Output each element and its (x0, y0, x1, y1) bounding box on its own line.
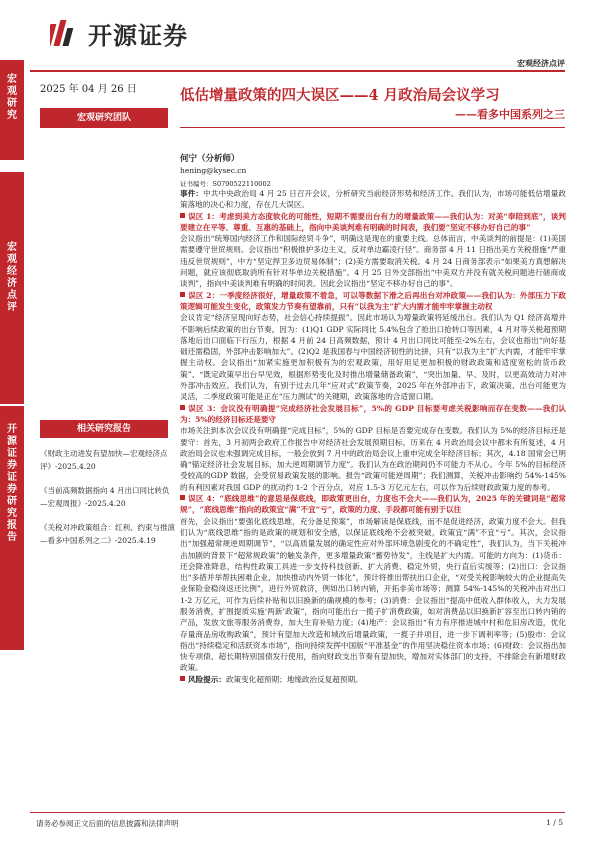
risk-warning (180, 674, 566, 685)
risk-text: 政策变化超预期；地缘政治反复超预期。 (225, 674, 363, 684)
misconception-2-text: 会议肯定“经济呈现向好态势，社会信心持续提振”。因此市场认为增量政策将延缓出台。我们认为 Q1 经济高增并不影响后续政策的出台节奏。因为：(1)Q1 GDP 实际同比 5.4%包含了抢出口抢转口等因素，4 月对等关税超预期落地后出口面临下行压力，根据 4 月前 24 日高频数据，预计 4 月出口同比可能至-2%左右，会议也指出“向好基础还需稳固，外部冲击影响加大”。(2)Q2 是我国春与中国经济韧性的比拼，只有“以我为主”扩大内需，才能牢牢掌握主动权。会议指出“加紧实施更加积极有为的宏观政策，用好用足更加积极的财政政策和适度宽松的货币政策”、“既定政策早出台早见效，根据形势变化及时推出增量储备政策”，“突出加量、早、及时，以更高效动力对冲外部冲击效应。我们认为，有别于过去几年“应对式”政策节奏，2025 年在外部冲击下，政策决策、出台可能更为灵活，二季度政策可能是正在“压力测试”的关键期，政策落地的合适窗口期。 (180, 313, 566, 402)
related-report-date: -2025.4.20 (85, 498, 126, 508)
author-name: 何宁（分析师） (180, 154, 240, 164)
related-report-title[interactable]: 《财政主动进发有望加快—宏观经济点评》 (40, 449, 168, 471)
event-paragraph (180, 188, 566, 211)
author-email[interactable]: hening@kysec.cn (180, 166, 247, 175)
misconception-2 (180, 290, 566, 313)
related-report-item[interactable] (40, 448, 175, 473)
footer-disclaimer: 请务必参阅正文后面的信息披露和法律声明 (36, 819, 179, 828)
related-report-date: -2025.4.20 (55, 461, 96, 471)
event-label: 事件： (180, 189, 204, 198)
related-report-title[interactable]: 《关税对冲政策组合：红利、约束与推演—看多中国系列之二》 (40, 523, 175, 545)
sidebar-tag-band (0, 406, 24, 650)
misconception-1 (180, 211, 566, 234)
related-report-item[interactable] (40, 485, 175, 510)
logo-text: 开源证券 (88, 21, 188, 50)
footer-divider (30, 812, 565, 813)
risk-label: 风险提示： (188, 674, 226, 684)
page-number: 1 / 5 (546, 818, 563, 827)
report-title: 低估增量政策的四大误区——4 月政治局会议学习 (180, 87, 500, 104)
title-divider (180, 127, 565, 128)
report-subtitle: ——看多中国系列之三 (455, 108, 565, 121)
bullet-icon (180, 292, 185, 297)
misconception-4-heading: 误区 4：“底线思维”的意思是保底线，即政策更出台，力度也不会大——我们认为，2025 年的关键词是“超常规”，“底线思维”指向的政策宜“满”不宜“亏”，政策的力度、手段都可能有别于以往 (180, 494, 566, 515)
misconception-3-heading: 误区 3：会议没有明确提“完成经济社会发展目标”，5%的 GDP 目标要考虑关税影响而存在变数——我们认为：5%的经济目标还是要守 (180, 403, 566, 424)
sidebar-tag-macro: 宏观研究 (7, 74, 17, 121)
bullet-icon (180, 213, 185, 218)
sidebar-tag-band (0, 60, 24, 160)
misconception-1-text: 会议指出“统筹国内经济工作和国际经贸斗争”，明确这是现在的重要主线。总体而言，中美谈判的前提是：(1)美国需要遵守世贸规则。会议指出“积极推护多边主义，反对单边霸凌行径”。商务部 4 月 11 日指出美方关税措施“严重违反世贸规则”，中方“坚定捍卫多边贸易体制”；(2)美方需要取消关税。4 月 24 日商务部表示“如果美方真想解决问题，就应该彻底取消所有针对华单边关税措施”。4 月 25 日外交部指出“中美双方并没有就关税问题进行磋商或谈判”，指向中美谈判难有明确的时间表。因此会议指出“坚定不移办好自己的事”。 (180, 234, 566, 289)
misconception-3-text: 市场关注到本次会议没有明确提“完成目标”，5%的 GDP 目标是否要完成存在变数。我们认为 5%的经济目标还是要守：首先，3 月初两会政府工作报告中对经济社会发展预期目标，历来在 4 月政治局会议中都未有所复述，4 月政治局会议也未强调完成目标，一般会放到 7 月中的政治局会议上重申完成全年经济目标；其次，4.18 国常会已明确“锚定经济社会发展目标，加大逆周期调节力度”。我们认为在政治期间仍不可能力不从心。今年 5%的目标经济受较高的GDP 数据，会受贸易政策发展的影响。报告“政策可能逆周期”；我们测算，关税冲击影响约 54%-145%的有利因素对我国 GDP 的扰动约 1-2 个百分点，对应 1.5-3 万亿元左右，可以作为后续财政政策力度的参考。 (180, 426, 566, 492)
misconception-4 (180, 493, 566, 516)
related-reports-list (40, 448, 175, 559)
related-report-date: -2025.4.19 (115, 535, 156, 545)
logo-mark-icon (50, 18, 80, 48)
sidebar-tag-band (0, 172, 24, 404)
event-text: 中共中央政治局 4 月 25 日召开会议，分析研究当前经济形势和经济工作。我们认为，市场可能低估增量政策落地的决心和力度，存在几大误区。 (180, 189, 566, 210)
bullet-icon (180, 495, 185, 500)
header-divider (30, 70, 565, 72)
related-reports-heading: 相关研究报告 (40, 420, 168, 438)
misconception-4-text: 首先，会议指出“要强化底线思维，充分备足预案”，市场解读是保底线，而不是促进经济，政策力度不会大。但我们认为“底线思维”指的是政策的规划和安全感，以保证底线绝不会被突破，政策宜“满”不宜“亏”。其次，会议指出“加强超常规逆周期调节”，“以高质量发展的确定性应对外部环境急剧变化的不确定性”，我们认为，当下关税冲击加剧的背景下“超常规政策”的触发条件，更多增量政策“蓄势待发”，主线是扩大内需。可能的方向为：(1)货币：还会降准降息，结构性政策工具进一步支持科技创新、扩大消费、稳定外贸，央行直后实缓等；(2)出口：会议指出“多措并举帮扶困难企业，加快推动内外贸一体化”，预计将推出帮扶出口企业，“对受关税影响较大的企业提高失业保险金稳岗返还比例”，进行外贸救济，例如出口转内销，开拓非美市场等；测算 54%-145%的关税冲击对出口 1-2 万亿元，可作为后续补贴和以旧换新的确规模的参考；(3)消费：会议指出“提高中低收入群体收入，大力发展服务消费，扩围提质实施‘两新’政策”，指向可能出台一揽子扩消费政策，如对消费品以旧换新扩容至出口转内销的产品，发放文旅等服务消费券，加大生育补贴力度；(4)地产：会议指出“有力有序推进城中村和危旧房改造，优化存量商品房收购政策”，预计有望加大改造和城改后增量政策，一揽子并项目，进一步下调利率等；(5)股市：会议指出“持续稳定和活跃资本市场”，指向持续发挥中国版“平准基金”的作用坚决稳住资本市场；(6)财政：会议指出加快专项债、超长期特别国债发行使用，指向财政支出节奏有望加快，增加对实体部门的支持，不排除会有新增财政政策。 (180, 516, 566, 673)
related-report-item[interactable] (40, 522, 175, 547)
report-body (180, 188, 566, 685)
sidebar-tag-securities: 开源证券 证券研究报告 (7, 424, 17, 543)
misconception-2-heading: 误区 2：一季度经济很好，增量政策不着急，可以等数据下滑之后再出台对冲政策——我们认为：外部压力下政策逻辑可能发生变化，政策发力节奏有望靠前，只有“以我为主”扩大内需才能牢牢掌握主动权 (180, 290, 566, 311)
report-series-tag: 宏观经济点评 (517, 58, 565, 68)
bullet-icon (180, 676, 185, 681)
bullet-icon (180, 405, 185, 410)
misconception-3 (180, 403, 566, 426)
sidebar-tag-commentary: 宏观经济点评 (7, 242, 17, 313)
company-logo (50, 16, 188, 50)
author-certificate: 证书编号：S0790522110002 (180, 180, 271, 188)
research-team-label: 宏观研究团队 (40, 108, 168, 128)
misconception-1-heading: 误区 1：考虑到美方态度软化的可能性，短期不需要出台有力的增量政策——我们认为：对美“奉陪到底”，谈判要建立在平等、尊重、互惠的基础上，指向中美谈判难有明确的时间表，我们要“坚定不移办好自己的事” (180, 211, 566, 232)
report-date: 2025 年 04 月 26 日 (40, 84, 137, 95)
related-report-title[interactable]: 《当前高频数据指向 4 月出口同比转负—宏观周报》 (40, 486, 170, 508)
